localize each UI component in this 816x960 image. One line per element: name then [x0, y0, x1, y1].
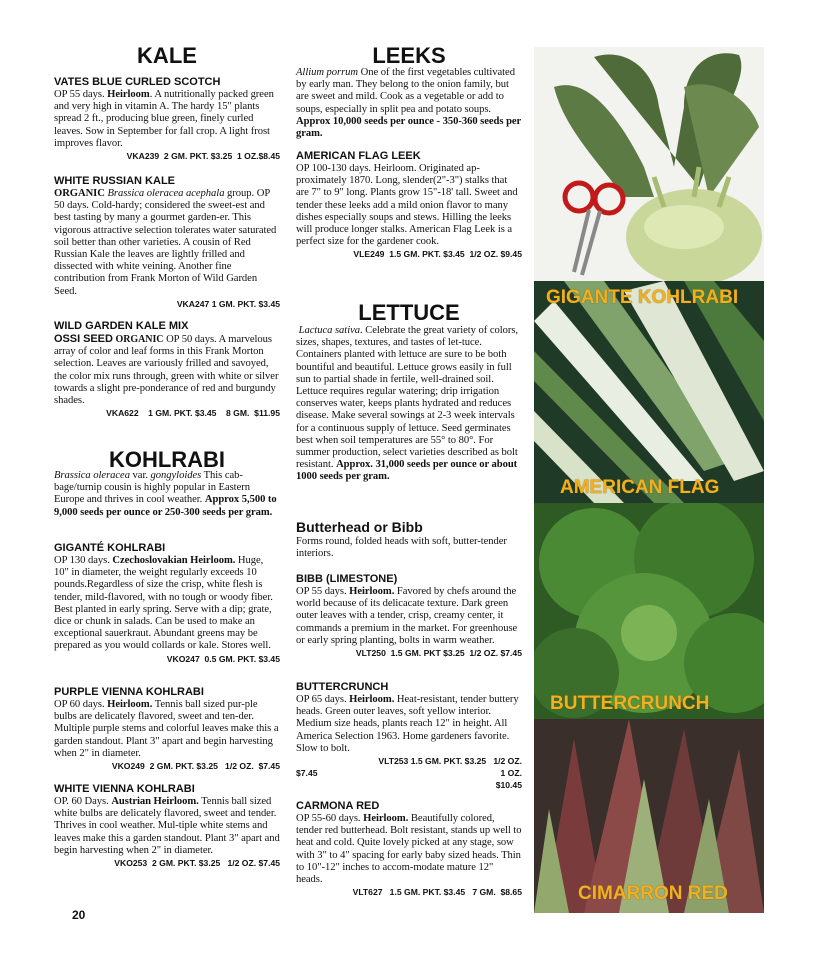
- item-price: VKO253 2 GM. PKT. $3.25 1/2 OZ. $7.45: [114, 858, 280, 869]
- item-name: BUTTERCRUNCH: [296, 681, 389, 693]
- subsection-heading: Butterhead or Bibb: [296, 519, 423, 535]
- leeks-intro: Allium porrum One of the first vegetables cultivated by early man. They belong to the onion family, but are sweet and mild. Cook as a vegetable or add to soups, especially in split pea and potato soups. Approx 10,000 seeds per ounce - 350-360 seeds per gram.: [296, 67, 522, 140]
- kale-item-white-russian: [54, 175, 280, 310]
- item-name: BIBB (LIMESTONE): [296, 573, 398, 585]
- item-price: VLT627 1.5 GM. PKT. $3.45 7 GM. $8.65: [352, 887, 522, 898]
- kohlrabi-item-gigante: [54, 542, 280, 665]
- item-description: OP 65 days. Heirloom. Heat-resistant, tender buttery heads. Green outer leaves, soft yellow interior. Medium size heads, plants reach 12" in height. All America Selection 1963. Home gardeners favorite. Slow to bolt.: [296, 694, 519, 754]
- item-description: ORGANIC Brassica oleracea acephala group. OP 50 days. Cold-hardy; considered the sweet-est and best tasting by many a gourmet garden-er. This vigorous attractive selection tolerates water saturated soil better than other varieties. A cousin of Red Russian Kale the leaves are lightly frilled and dissected with white veining. Another fine contribution from Frank Morton of Wild Garden Seed.: [54, 188, 277, 297]
- item-price: VLT250 1.5 GM. PKT $3.25 1/2 OZ. $7.45: [355, 648, 522, 659]
- item-description: OP 130 days. Czechoslovakian Heirloom. Huge, 10" in diameter, the weight regularly exceeds 10 pounds.Regardless of size the crisp, white flesh is tender, mild-flavored, with no tough or woody fiber. Best planted in early spring. Serve with a dip; grate, dice or chunk in salads. Can be used to make an exceptional sauerkraut. Abundant greens may be prepared as you would collards or kale. Stores well.: [54, 555, 273, 652]
- lettuce-item-carmona-red: [296, 800, 522, 898]
- item-name: WHITE RUSSIAN KALE: [54, 175, 175, 187]
- lettuce-heading: LETTUCE: [358, 300, 460, 325]
- item-description: OP 100-130 days. Heirloom. Originated ap-proximately 1870. Long, slender(2"-3") stalks that are 7" to 9" long. Plants grow 15"-18' tall. Sweet and tender these leeks add a mild onion flavor to many dishes especially soups and stews. Hilling the leeks will produce longer stalks. American Flag Leek is a perfect size for the gardener cook.: [296, 163, 518, 248]
- item-name: CARMONA RED: [296, 800, 380, 812]
- leeks-heading: LEEKS: [372, 43, 446, 68]
- kohlrabi-intro: Brassica oleracea var. gongyloides This cab-bage/turnip cousin is highly popular in Eastern Europe and thrives in cool weather. Approx 5,500 to 9,000 seeds per ounce or 250-300 seeds per gram.: [54, 470, 277, 518]
- lettuce-intro: Lactuca sativa. Celebrate the great variety of colors, sizes, shapes, textures, and tastes of let-tuce. Containers planted with lettuce are sure to be both bountiful and beautiful. Lettuce grows easily in full sun to partial shade in fertile, well-drained soil. Lettuce requires regular watering; drip irrigation conserves water, keeps plants hydrated and reduces disease. Make several sowings at 2-3 week intervals for a continuous supply of lettuce. Seed germinates best when soil temperatures are 55° to 80°. For summer production, select varieties described as bolt resistant. Approx. 31,000 seeds per ounce or about 1000 seeds per gram.: [296, 325, 519, 483]
- lettuce-photo: [534, 503, 764, 719]
- photo-label-cimarron-red: CIMARRON RED: [578, 883, 728, 904]
- item-price: VKA247 1 GM. PKT. $3.45: [176, 298, 280, 309]
- item-description: OP 60 days. Heirloom. Tennis ball sized pur-ple bulbs are delicately flavored, sweet and ten-der. Multiple purple stems and colorful leaves make this a garden standout. Plant 3" apart and begin harvesting when 2" in diameter.: [54, 699, 279, 759]
- kohlrabi-photo: [534, 47, 764, 281]
- item-name: PURPLE VIENNA KOHLRABI: [54, 686, 204, 698]
- kohlrabi-item-white-vienna: [54, 783, 280, 869]
- item-name: VATES BLUE CURLED SCOTCH: [54, 76, 221, 88]
- lettuce-item-buttercrunch: [296, 681, 522, 791]
- item-description: OP 55-60 days. Heirloom. Beautifully colored, tender red butterhead. Bolt resistant, stands up well to heat and cold. Quite lovely picked at any stage, sow with 3" to 4" spacing for early baby sized heads. Thin to 10"-12" inches to accom-modate mature 12" heads.: [296, 813, 522, 886]
- item-price: VKO247 0.5 GM. PKT. $3.45: [166, 653, 280, 664]
- item-price: VKA622 1 GM. PKT. $3.45 8 GM. $11.95: [106, 408, 280, 419]
- item-price: VLE249 1.5 GM. PKT. $3.45 1/2 OZ. $9.45: [353, 249, 522, 260]
- lettuce-item-bibb: [296, 573, 522, 659]
- kale-heading: KALE: [137, 43, 197, 68]
- page-number: 20: [72, 908, 86, 922]
- item-price: VKA239 2 GM. PKT. $3.25 1 OZ.$8.45: [126, 151, 280, 162]
- item-description: OP. 60 Days. Austrian Heirloom. Tennis ball sized white bulbs are delicately flavored, sweet and tender. Thrives in cool weather. Mul-tiple white stems and leaves make this a garden standout. Plant 3" apart and begin harvesting when 2" in diameter.: [54, 796, 280, 856]
- kale-item-vates: [54, 76, 280, 162]
- leek-photo: [534, 281, 764, 503]
- kale-item-wild-garden: [54, 320, 280, 419]
- item-description: OP 55 days. Heirloom. Favored by chefs around the world because of its delicacate texture. Dark green outer leaves with a tender, crisp, creamy center, it commands a premium in the market. For greenhouse or early spring planting, bolts in warm weather.: [296, 586, 518, 646]
- item-price: $7.45: [296, 768, 318, 779]
- butterhead-subsection: [296, 518, 522, 560]
- item-name: AMERICAN FLAG LEEK: [296, 150, 421, 162]
- kohlrabi-item-purple-vienna: [54, 686, 280, 772]
- item-price: VKO249 2 GM. PKT. $3.25 1/2 OZ. $7.45: [111, 761, 280, 772]
- item-name: GIGANTÉ KOHLRABI: [54, 542, 166, 554]
- item-description: OP 55 days. Heirloom. A nutritionally packed green and very high in vitamin A. The hardy 15" plants spread 2 ft., producing blue green, finely curled leaves. Sow in September for fall crop. A light frost improves flavor.: [54, 89, 274, 149]
- photo-label-american-flag: AMERICAN FLAG: [560, 477, 720, 498]
- item-price: 1 OZ.: [500, 768, 522, 779]
- photo-label-gigante-kohlrabi: GIGANTE KOHLRABI: [546, 287, 739, 308]
- item-name: WHITE VIENNA KOHLRABI: [54, 783, 195, 795]
- leeks-item-american-flag: [296, 150, 522, 260]
- item-price: $10.45: [495, 780, 522, 791]
- red-lettuce-photo: [534, 719, 764, 913]
- item-price: VLT253 1.5 GM. PKT. $3.25 1/2 OZ.: [378, 756, 522, 767]
- photo-label-buttercrunch: BUTTERCRUNCH: [550, 693, 710, 714]
- item-name: WILD GARDEN KALE MIX: [54, 320, 189, 332]
- kohlrabi-heading: KOHLRABI: [108, 447, 226, 472]
- kohlrabi-illustration: [534, 47, 764, 281]
- subsection-description: Forms round, folded heads with soft, butter-tender interiors.: [296, 536, 507, 560]
- photo-strip: [534, 47, 764, 913]
- item-description: OSSI SEED ORGANIC OP 50 days. A marvelous array of color and leaf forms in this Frank Morton selection. Leaves are variously frilled and savoyed, the color mix runs through, green with white or silver towards a slight pre-ponderance of red and burgundy shades.: [54, 333, 279, 407]
